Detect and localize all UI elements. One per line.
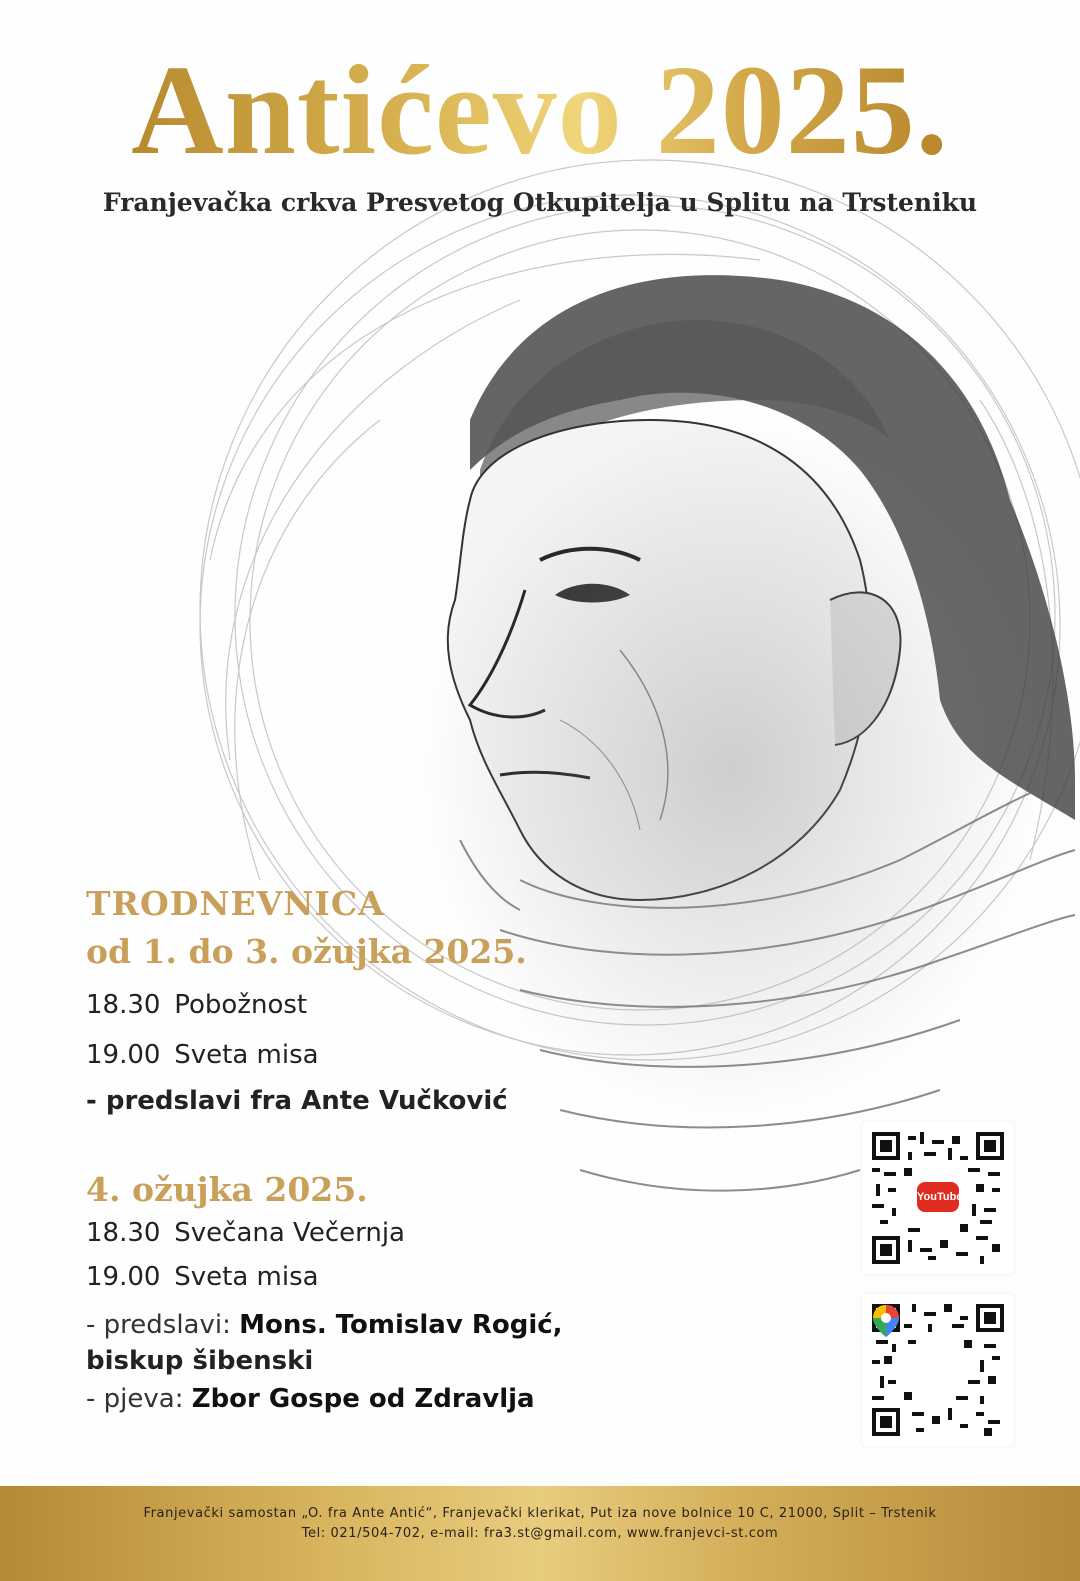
schedule-label: Sveta misa [174,1262,319,1292]
footer-bar [0,1486,1080,1581]
footer-contact: Tel: 021/504-702, e-mail: fra3.st@gmail.com, www.franjevci-st.com [301,1526,779,1541]
footer-address: Franjevački samostan „O. fra Ante Antić“, Franjevački klerikat, Put iza nove bolnice 10 C, 21000, Split – Trstenik [143,1506,937,1521]
presider-name: Mons. Tomislav Rogić, [239,1310,563,1340]
schedule-item [86,1262,319,1292]
schedule-label: Svečana Večernja [174,1218,405,1248]
presider-prefix: - predslavi: [86,1310,240,1340]
maps-qr-code[interactable] [862,1294,1014,1446]
day4-heading: 4. ožujka 2025. [86,1170,368,1209]
day4-choir [86,1384,535,1414]
day4-presider [86,1310,563,1340]
choir-name: Zbor Gospe od Zdravlja [191,1384,535,1414]
schedule-time: 18.30 [86,990,161,1020]
schedule-time: 19.00 [86,1262,161,1292]
schedule-time: 19.00 [86,1040,161,1070]
presider-title: biskup šibenski [86,1346,314,1376]
poster-title: Antićevo 2025. [131,39,949,181]
trodnevnica-heading: TRODNEVNICA [86,884,385,923]
choir-prefix: - pjeva: [86,1384,192,1414]
trodnevnica-dates: od 1. do 3. ožujka 2025. [86,932,527,971]
youtube-icon: YouTube [917,1182,959,1212]
map-pin-icon [872,1304,900,1338]
schedule-time: 18.30 [86,1218,161,1248]
schedule-label: Sveta misa [174,1040,319,1070]
schedule-item [86,1040,319,1070]
schedule-item [86,1218,405,1248]
schedule-item [86,990,307,1020]
youtube-qr-code[interactable] [862,1122,1014,1274]
poster-subtitle: Franjevačka crkva Presvetog Otkupitelja u Splitu na Trsteniku [102,188,978,217]
trodnevnica-presider: - predslavi fra Ante Vučković [86,1086,508,1116]
schedule-label: Pobožnost [174,990,308,1020]
